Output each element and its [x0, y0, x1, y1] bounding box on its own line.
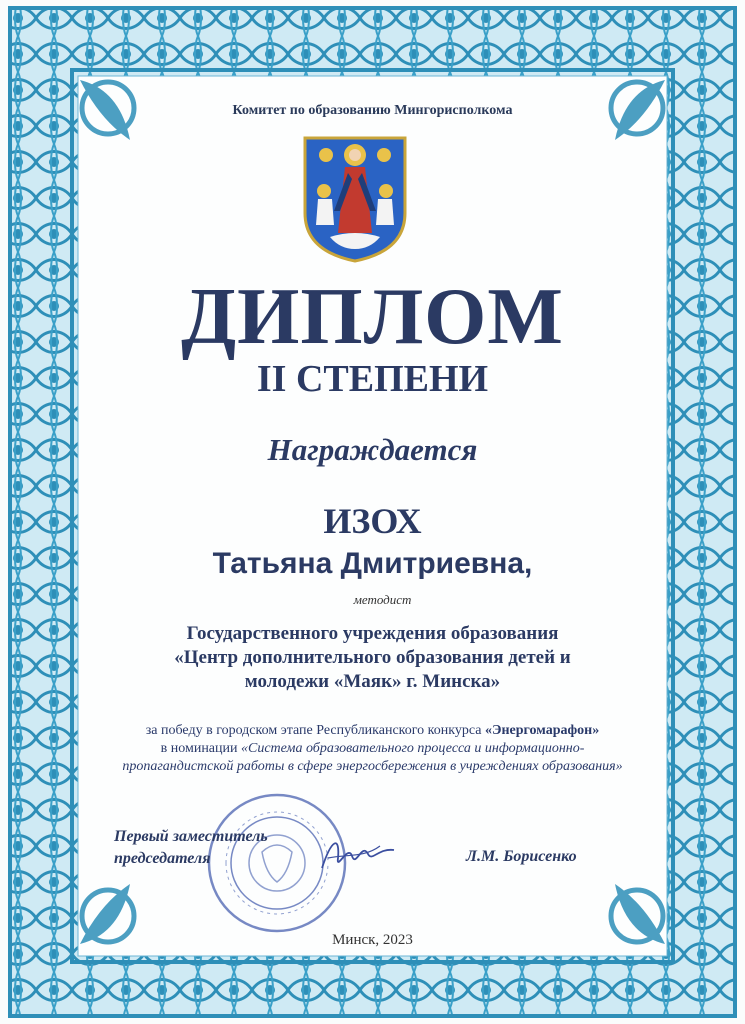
organization-line-3: молодежи «Маяк» г. Минска» — [244, 671, 501, 692]
awarded-label: Награждается — [267, 432, 478, 467]
recipient-given-name: Татьяна Дмитриевна, — [212, 547, 533, 580]
place-and-year: Минск, 2023 — [332, 932, 413, 948]
reason-line-2 — [0, 740, 745, 758]
nomination-name: «Система образовательного процесса и информационно- — [241, 741, 585, 756]
recipient-surname: ИЗОХ — [323, 501, 422, 541]
diploma-degree: II СТЕПЕНИ — [256, 358, 489, 400]
organization-block — [0, 622, 745, 694]
reason-line-3: пропагандистской работы в сфере энергосбережения в учреждениях образования» — [122, 759, 623, 774]
reason-line-1 — [0, 722, 745, 740]
recipient-position-row — [0, 592, 745, 608]
signatory-role — [114, 826, 268, 870]
signatory-name: Л.М. Борисенко — [466, 848, 577, 865]
contest-name: «Энергомарафон» — [484, 723, 600, 738]
nomination-prefix: в номинации — [160, 741, 241, 756]
signatory-role-line-1: Первый заместитель — [114, 828, 268, 845]
minsk-coat-of-arms-icon — [300, 133, 410, 263]
handwritten-signature-icon — [318, 828, 398, 880]
recipient-position: методист — [353, 592, 412, 607]
diploma-title: ДИПЛОМ — [181, 273, 564, 361]
award-reason — [0, 722, 745, 776]
reason-contest-prefix: за победу в городском этапе Республиканского конкурса — [145, 723, 485, 738]
organization-line-2: «Центр дополнительного образования детей и — [174, 647, 571, 668]
signatory-role-line-2: председателя — [114, 850, 211, 867]
organization-line-1: Государственного учреждения образования — [186, 623, 559, 644]
committee-name: Комитет по образованию Мингорисполкома — [232, 103, 513, 118]
